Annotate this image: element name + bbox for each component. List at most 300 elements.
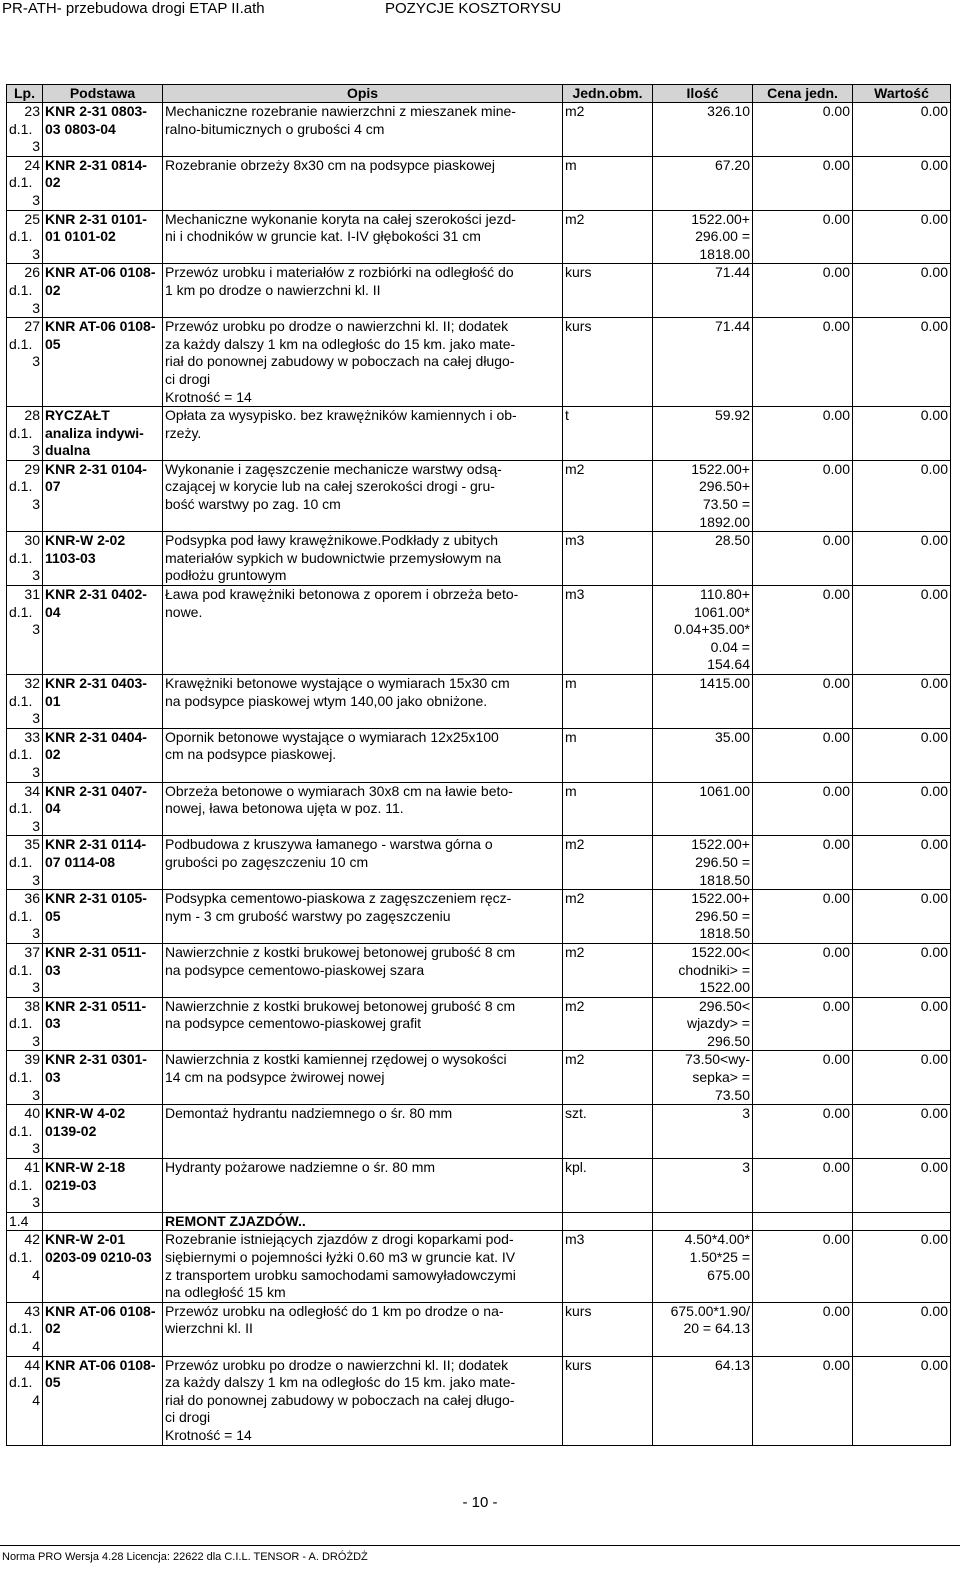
- opis-line: REMONT ZJAZDÓW..: [165, 1212, 306, 1229]
- ilosc-line: 1522.00+: [691, 890, 750, 907]
- cell-lp: [7, 728, 43, 782]
- opis-line: nowej, ława betonowa ujęta w poz. 11.: [165, 800, 404, 817]
- page-number: - 10 -: [462, 1494, 498, 1511]
- cell-cena: 0.00: [753, 1051, 853, 1105]
- opis-line: Nawierzchnie z kostki brukowej betonowej grubość 8 cm: [165, 943, 516, 960]
- cell-lp: [7, 1212, 43, 1231]
- lp-line: 3: [32, 1032, 40, 1049]
- cell-cena: 0.00: [753, 1231, 853, 1302]
- lp-line: 39: [24, 1051, 40, 1068]
- opis-line: ci drogi: [165, 1409, 211, 1426]
- opis-line: podłożu gruntowym: [165, 567, 287, 584]
- ilosc-line: 296.50<: [699, 997, 750, 1014]
- opis-line: Ława pod krawężniki betonowa z oporem i obrzeża beto-: [165, 586, 519, 603]
- table-row: [7, 836, 951, 890]
- cell-jednostka: kurs: [563, 318, 653, 407]
- cell-jednostka: kurs: [563, 264, 653, 318]
- lp-line: d.1.: [9, 228, 33, 245]
- cell-wartosc: 0.00: [853, 1105, 951, 1159]
- lp-line: 40: [24, 1105, 40, 1122]
- cell-jednostka: m3: [563, 532, 653, 586]
- table-row: [7, 264, 951, 318]
- cell-wartosc: 0.00: [853, 156, 951, 210]
- opis-line: Nawierzchnia z kostki kamiennej rzędowej o wysokości: [165, 1051, 507, 1068]
- cell-jednostka: [563, 1212, 653, 1231]
- cell-opis: [163, 675, 563, 729]
- lp-line: d.1.: [9, 961, 33, 978]
- table-row: [7, 1302, 951, 1356]
- lp-line: 3: [32, 442, 40, 459]
- cell-podstawa: KNR-W 2-01 0203-09 0210-03: [43, 1231, 163, 1302]
- cell-cena: 0.00: [753, 460, 853, 531]
- lp-line: 4: [32, 1266, 40, 1283]
- opis-line: siębiernymi o pojemności łyżki 0.60 m3 w gruncie kat. IV: [165, 1249, 516, 1265]
- cell-cena: 0.00: [753, 532, 853, 586]
- ilosc-line: 67.20: [714, 156, 750, 173]
- ilosc-line: 1818.50: [699, 925, 750, 942]
- cell-cena: [753, 1212, 853, 1231]
- opis-line: Krotność = 14: [165, 1426, 252, 1443]
- cell-podstawa: KNR 2-31 0511-03: [43, 997, 163, 1051]
- ilosc-line: 1892.00: [699, 513, 750, 530]
- lp-line: 4: [32, 1337, 40, 1354]
- lp-line: d.1.: [9, 1320, 33, 1337]
- cell-ilosc: [653, 890, 753, 944]
- lp-line: 36: [24, 890, 40, 907]
- cell-cena: 0.00: [753, 782, 853, 836]
- opis-line: grubości po zagęszczeniu 10 cm: [165, 853, 369, 870]
- lp-line: 38: [24, 997, 40, 1014]
- cell-cena: 0.00: [753, 890, 853, 944]
- cell-podstawa: KNR-W 2-18 0219-03: [43, 1159, 163, 1213]
- ilosc-line: 71.44: [714, 318, 750, 335]
- file-name: PR-ATH- przebudowa drogi ETAP II.ath: [2, 0, 265, 17]
- lp-line: d.1.: [9, 549, 33, 566]
- cell-jednostka: m: [563, 156, 653, 210]
- cell-ilosc: [653, 1159, 753, 1213]
- table-row: [7, 997, 951, 1051]
- cell-lp: [7, 460, 43, 531]
- lp-line: 26: [24, 264, 40, 281]
- cell-jednostka: m2: [563, 1051, 653, 1105]
- opis-line: Przewóz urobku po drodze o nawierzchni kl. II; dodatek: [165, 318, 509, 335]
- cell-cena: 0.00: [753, 210, 853, 264]
- cell-jednostka: m: [563, 728, 653, 782]
- cell-podstawa: KNR 2-31 0407-04: [43, 782, 163, 836]
- cell-wartosc: 0.00: [853, 1051, 951, 1105]
- cell-podstawa: KNR AT-06 0108-05: [43, 1356, 163, 1445]
- cell-cena: 0.00: [753, 103, 853, 157]
- cell-jednostka: kpl.: [563, 1159, 653, 1213]
- cell-lp: [7, 1356, 43, 1445]
- ilosc-line: 1522.00+: [691, 460, 750, 477]
- cell-wartosc: 0.00: [853, 782, 951, 836]
- ilosc-line: 1061.00*: [693, 603, 750, 620]
- cell-ilosc: [653, 1212, 753, 1231]
- cell-opis: [163, 586, 563, 675]
- ilosc-line: 1522.00<: [691, 943, 750, 960]
- cell-cena: 0.00: [753, 1159, 853, 1213]
- cell-ilosc: [653, 675, 753, 729]
- ilosc-line: 296.50 =: [695, 907, 750, 924]
- cell-jednostka: kurs: [563, 1356, 653, 1445]
- lp-line: 3: [32, 710, 40, 727]
- cell-opis: [163, 1302, 563, 1356]
- lp-line: 25: [24, 210, 40, 227]
- col-header-lp: Lp.: [7, 85, 43, 103]
- table-row: [7, 782, 951, 836]
- cell-ilosc: [653, 103, 753, 157]
- cell-podstawa: KNR 2-31 0814-02: [43, 156, 163, 210]
- lp-line: 23: [24, 103, 40, 119]
- cell-podstawa: KNR-W 4-02 0139-02: [43, 1105, 163, 1159]
- ilosc-line: 296.50+: [699, 478, 750, 495]
- table-row: [7, 318, 951, 407]
- col-header-cena: Cena jedn.: [753, 85, 853, 103]
- table-row: [7, 210, 951, 264]
- opis-line: riał do ponownej zabudowy w poboczach na całej długo-: [165, 1391, 515, 1408]
- lp-line: d.1.: [9, 1069, 33, 1086]
- cell-lp: [7, 264, 43, 318]
- cell-cena: 0.00: [753, 1302, 853, 1356]
- ilosc-line: 296.00 =: [695, 228, 750, 245]
- lp-line: d.1.: [9, 746, 33, 763]
- section-row: [7, 1212, 951, 1231]
- lp-line: d.1.: [9, 478, 33, 495]
- ilosc-line: 1522.00+: [691, 210, 750, 227]
- cell-jednostka: m2: [563, 890, 653, 944]
- lp-line: d.1.: [9, 174, 33, 191]
- cell-ilosc: [653, 210, 753, 264]
- ilosc-line: 1522.00+: [691, 836, 750, 853]
- opis-line: na podsypce piaskowej wtym 140,00 jako obniżone.: [165, 692, 488, 709]
- cell-lp: [7, 532, 43, 586]
- software-license: Norma PRO Wersja 4.28 Licencja: 22622 dla C.I.L. TENSOR - A. DRÓŻDŻ: [2, 1551, 368, 1563]
- lp-line: 43: [24, 1302, 40, 1319]
- cell-podstawa: KNR 2-31 0403-01: [43, 675, 163, 729]
- lp-line: 3: [32, 925, 40, 942]
- lp-line: d.1.: [9, 1122, 33, 1139]
- ilosc-line: 1415.00: [699, 675, 750, 691]
- opis-line: Rozebranie istniejących zjazdów z drogi koparkami pod-: [165, 1231, 514, 1248]
- cell-opis: [163, 318, 563, 407]
- opis-line: ci drogi: [165, 370, 211, 387]
- lp-line: 4: [32, 1391, 40, 1408]
- cell-opis: [163, 1159, 563, 1213]
- table-row: [7, 407, 951, 461]
- cell-podstawa: KNR 2-31 0105-05: [43, 890, 163, 944]
- cell-podstawa: [43, 1212, 163, 1231]
- opis-line: rzeży.: [165, 424, 202, 441]
- ilosc-line: 1522.00: [699, 979, 750, 996]
- lp-line: d.1.: [9, 120, 33, 137]
- cell-lp: [7, 997, 43, 1051]
- cell-opis: [163, 1051, 563, 1105]
- opis-line: Przewóz urobku i materiałów z rozbiórki na odległość do: [165, 264, 514, 281]
- cell-opis: [163, 156, 563, 210]
- lp-line: 3: [32, 138, 40, 155]
- opis-line: wierzchni kl. II: [165, 1320, 253, 1337]
- cell-opis: [163, 103, 563, 157]
- cell-wartosc: 0.00: [853, 675, 951, 729]
- cell-podstawa: KNR 2-31 0301-03: [43, 1051, 163, 1105]
- col-header-ilosc: Ilość: [653, 85, 753, 103]
- cell-podstawa: KNR 2-31 0101-01 0101-02: [43, 210, 163, 264]
- cell-podstawa: KNR 2-31 0511-03: [43, 943, 163, 997]
- cell-wartosc: 0.00: [853, 586, 951, 675]
- ilosc-line: 0.04 =: [710, 638, 750, 655]
- cell-cena: 0.00: [753, 997, 853, 1051]
- cell-podstawa: KNR 2-31 0404-02: [43, 728, 163, 782]
- ilosc-line: 3: [742, 1159, 750, 1176]
- cell-jednostka: m2: [563, 836, 653, 890]
- col-header-podstawa: Podstawa: [43, 85, 163, 103]
- cell-wartosc: [853, 1212, 951, 1231]
- cell-lp: [7, 1105, 43, 1159]
- cell-jednostka: kurs: [563, 1302, 653, 1356]
- opis-line: Krawężniki betonowe wystające o wymiarach 15x30 cm: [165, 675, 510, 691]
- cell-lp: [7, 586, 43, 675]
- cell-ilosc: [653, 1051, 753, 1105]
- cell-lp: [7, 836, 43, 890]
- lp-line: 32: [24, 675, 40, 691]
- cell-wartosc: 0.00: [853, 836, 951, 890]
- document-title: POZYCJE KOSZTORYSU: [385, 0, 562, 17]
- lp-line: 28: [24, 407, 40, 424]
- table-row: [7, 890, 951, 944]
- opis-line: Rozebranie obrzeży 8x30 cm na podsypce piaskowej: [165, 156, 495, 173]
- cell-jednostka: m2: [563, 997, 653, 1051]
- cell-cena: 0.00: [753, 943, 853, 997]
- lp-line: 3: [32, 245, 40, 262]
- lp-line: d.1.: [9, 1015, 33, 1032]
- opis-line: Krotność = 14: [165, 388, 252, 405]
- table-row: [7, 728, 951, 782]
- ilosc-line: 73.50 =: [702, 496, 750, 513]
- cell-opis: [163, 997, 563, 1051]
- col-header-wartosc: Wartość: [853, 85, 951, 103]
- cell-cena: 0.00: [753, 264, 853, 318]
- cell-opis: [163, 1356, 563, 1445]
- table-row: [7, 532, 951, 586]
- cell-wartosc: 0.00: [853, 264, 951, 318]
- lp-line: 3: [32, 1086, 40, 1103]
- cell-lp: [7, 1051, 43, 1105]
- ilosc-line: chodniki> =: [678, 961, 750, 978]
- cell-cena: 0.00: [753, 156, 853, 210]
- table-row: [7, 1356, 951, 1445]
- cell-opis: [163, 1212, 563, 1231]
- ilosc-line: 0.04+35.00*: [674, 621, 750, 638]
- page-header: [0, 0, 960, 20]
- lp-line: d.1.: [9, 800, 33, 817]
- ilosc-line: 1.50*25 =: [689, 1249, 750, 1265]
- opis-line: Opłata za wysypisko. bez krawężników kamiennych i ob-: [165, 407, 517, 424]
- cell-podstawa: RYCZAŁT analiza indywi-dualna: [43, 407, 163, 461]
- table-row: [7, 460, 951, 531]
- cell-podstawa: KNR AT-06 0108-05: [43, 318, 163, 407]
- cell-wartosc: 0.00: [853, 407, 951, 461]
- cell-ilosc: [653, 460, 753, 531]
- cell-wartosc: 0.00: [853, 1231, 951, 1302]
- cell-jednostka: m3: [563, 586, 653, 675]
- cell-jednostka: m2: [563, 210, 653, 264]
- ilosc-line: 28.50: [714, 532, 750, 549]
- cell-lp: [7, 782, 43, 836]
- lp-line: 3: [32, 763, 40, 780]
- cell-podstawa: KNR 2-31 0402-04: [43, 586, 163, 675]
- col-header-jedn: Jedn.obm.: [563, 85, 653, 103]
- opis-line: Podbudowa z kruszywa łamanego - warstwa górna o: [165, 836, 493, 853]
- cell-opis: [163, 460, 563, 531]
- table-header-row: [7, 85, 951, 103]
- opis-line: cm na podsypce piaskowej.: [165, 746, 337, 763]
- lp-line: 37: [24, 943, 40, 960]
- lp-line: 3: [32, 496, 40, 513]
- cell-podstawa: KNR 2-31 0114-07 0114-08: [43, 836, 163, 890]
- opis-line: ralno-bitumicznych o grubości 4 cm: [165, 120, 385, 137]
- cell-ilosc: [653, 997, 753, 1051]
- cell-ilosc: [653, 782, 753, 836]
- cell-opis: [163, 532, 563, 586]
- ilosc-line: 296.50: [707, 1032, 750, 1049]
- cell-cena: 0.00: [753, 1105, 853, 1159]
- cell-ilosc: [653, 1356, 753, 1445]
- opis-line: Mechaniczne rozebranie nawierzchni z mieszanek mine-: [165, 103, 516, 119]
- cell-ilosc: [653, 1105, 753, 1159]
- opis-line: Opornik betonowe wystające o wymiarach 12x25x100: [165, 728, 499, 745]
- opis-line: materiałów sypkich w budownictwie przemysłowym na: [165, 549, 502, 566]
- cell-opis: [163, 210, 563, 264]
- cell-wartosc: 0.00: [853, 318, 951, 407]
- cell-ilosc: [653, 318, 753, 407]
- opis-line: na odległość 15 km: [165, 1284, 286, 1301]
- lp-line: 31: [24, 586, 40, 603]
- lp-line: 44: [24, 1356, 40, 1373]
- opis-line: za każdy dalszy 1 km na odległośc do 15 km. jako mate-: [165, 335, 516, 352]
- opis-line: 14 cm na podsypce żwirowej nowej: [165, 1069, 385, 1086]
- cell-jednostka: m: [563, 675, 653, 729]
- cell-wartosc: 0.00: [853, 460, 951, 531]
- cost-items-table: [6, 84, 951, 1446]
- lp-line: d.1.: [9, 692, 33, 709]
- lp-line: 41: [24, 1159, 40, 1176]
- cell-wartosc: 0.00: [853, 210, 951, 264]
- lp-line: d.1.: [9, 1176, 33, 1193]
- col-header-opis: Opis: [163, 85, 563, 103]
- table-row: [7, 675, 951, 729]
- table-row: [7, 1231, 951, 1302]
- ilosc-line: 71.44: [714, 264, 750, 281]
- cell-wartosc: 0.00: [853, 997, 951, 1051]
- cell-cena: 0.00: [753, 1356, 853, 1445]
- lp-line: 3: [32, 1194, 40, 1211]
- ilosc-line: 20 = 64.13: [683, 1320, 750, 1337]
- ilosc-line: wjazdy> =: [686, 1015, 750, 1032]
- opis-line: Podsypka cementowo-piaskowa z zagęszczeniem ręcz-: [165, 890, 512, 907]
- cell-opis: [163, 890, 563, 944]
- lp-line: 3: [32, 817, 40, 834]
- cell-cena: 0.00: [753, 407, 853, 461]
- ilosc-line: 73.50: [714, 1086, 750, 1103]
- opis-line: Nawierzchnie z kostki brukowej betonowej grubość 8 cm: [165, 997, 516, 1014]
- cell-ilosc: [653, 156, 753, 210]
- cell-lp: [7, 318, 43, 407]
- cell-cena: 0.00: [753, 675, 853, 729]
- cell-lp: [7, 675, 43, 729]
- lp-line: 24: [24, 156, 40, 173]
- lp-line: 33: [24, 728, 40, 745]
- cell-ilosc: [653, 1231, 753, 1302]
- cell-opis: [163, 264, 563, 318]
- opis-line: 1 km po drodze o nawierzchni kl. II: [165, 281, 381, 298]
- ilosc-line: 110.80+: [700, 586, 750, 603]
- cell-ilosc: [653, 407, 753, 461]
- table-row: [7, 156, 951, 210]
- opis-line: za każdy dalszy 1 km na odległośc do 15 km. jako mate-: [165, 1374, 516, 1391]
- cell-ilosc: [653, 943, 753, 997]
- ilosc-line: 154.64: [707, 656, 750, 673]
- opis-line: Podsypka pod ławy krawężnikowe.Podkłady z ubitych: [165, 532, 499, 549]
- lp-line: 3: [32, 1140, 40, 1157]
- table-row: [7, 103, 951, 157]
- cell-podstawa: KNR AT-06 0108-02: [43, 1302, 163, 1356]
- cell-podstawa: KNR AT-06 0108-02: [43, 264, 163, 318]
- ilosc-line: 3: [742, 1105, 750, 1122]
- ilosc-line: 1818.00: [699, 245, 750, 262]
- cell-jednostka: m2: [563, 103, 653, 157]
- lp-line: d.1.: [9, 1249, 33, 1265]
- cell-cena: 0.00: [753, 836, 853, 890]
- opis-line: Hydranty pożarowe nadziemne o śr. 80 mm: [165, 1159, 436, 1176]
- cell-lp: [7, 407, 43, 461]
- lp-line: 34: [24, 782, 40, 799]
- cell-lp: [7, 156, 43, 210]
- cell-cena: 0.00: [753, 318, 853, 407]
- opis-line: Przewóz urobku po drodze o nawierzchni kl. II; dodatek: [165, 1356, 509, 1373]
- lp-line: d.1.: [9, 1374, 33, 1391]
- lp-line: 29: [24, 460, 40, 477]
- lp-line: 3: [32, 299, 40, 316]
- cell-wartosc: 0.00: [853, 532, 951, 586]
- cell-wartosc: 0.00: [853, 1302, 951, 1356]
- opis-line: Mechaniczne wykonanie koryta na całej szerokości jezd-: [165, 210, 516, 227]
- ilosc-line: 73.50<wy-: [685, 1051, 750, 1068]
- ilosc-line: 35.00: [714, 728, 750, 745]
- ilosc-line: 326.10: [707, 103, 750, 119]
- cell-ilosc: [653, 586, 753, 675]
- lp-line: 27: [24, 318, 40, 335]
- lp-line: 3: [32, 567, 40, 584]
- lp-line: d.1.: [9, 335, 33, 352]
- cell-lp: [7, 1302, 43, 1356]
- table-row: [7, 943, 951, 997]
- cell-podstawa: KNR 2-31 0104-07: [43, 460, 163, 531]
- opis-line: Obrzeża betonowe o wymiarach 30x8 cm na ławie beto-: [165, 782, 513, 799]
- cell-wartosc: 0.00: [853, 1356, 951, 1445]
- cell-opis: [163, 836, 563, 890]
- table-row: [7, 1051, 951, 1105]
- opis-line: nym - 3 cm grubość warstwy po zagęszczeniu: [165, 907, 451, 924]
- opis-line: ni i chodników w gruncie kat. I-IV głębokości 31 cm: [165, 228, 481, 245]
- cell-wartosc: 0.00: [853, 1159, 951, 1213]
- cell-jednostka: m2: [563, 943, 653, 997]
- cell-opis: [163, 943, 563, 997]
- opis-line: bość warstwy po zag. 10 cm: [165, 496, 341, 513]
- lp-line: 3: [32, 191, 40, 208]
- lp-line: 3: [32, 871, 40, 888]
- lp-line: 35: [24, 836, 40, 853]
